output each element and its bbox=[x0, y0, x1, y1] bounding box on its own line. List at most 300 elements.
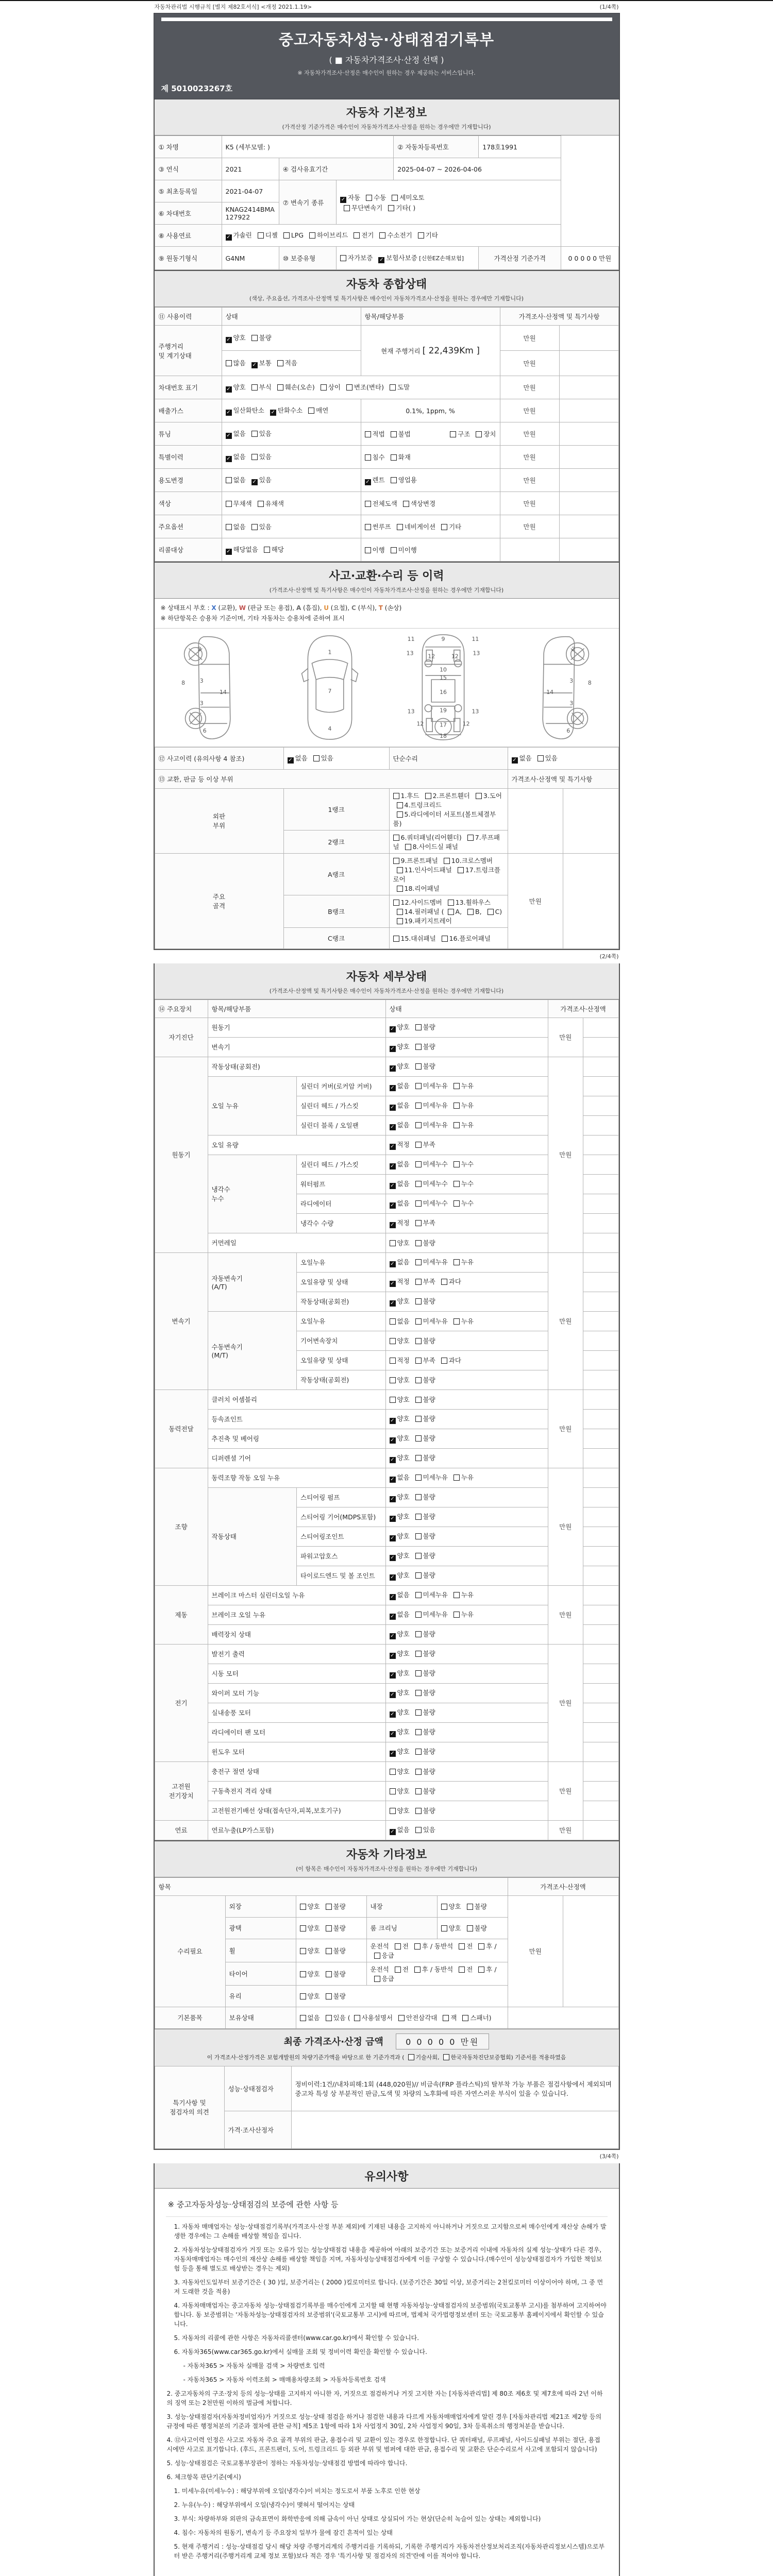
checkbox-checked[interactable]: ✓ bbox=[390, 1222, 395, 1228]
checkbox[interactable] bbox=[478, 1967, 484, 1973]
transmission-value[interactable] bbox=[337, 180, 561, 225]
checkbox-checked[interactable]: ✓ bbox=[390, 1555, 395, 1561]
item-a-state[interactable] bbox=[296, 1985, 508, 2007]
checkbox[interactable] bbox=[309, 232, 315, 239]
checkbox[interactable] bbox=[391, 454, 397, 461]
checkbox[interactable] bbox=[415, 1181, 422, 1187]
checkbox-checked[interactable]: ✓ bbox=[365, 479, 370, 485]
checkbox-checked[interactable]: ✓ bbox=[390, 1085, 395, 1091]
checkbox[interactable] bbox=[443, 2015, 449, 2021]
item-state[interactable] bbox=[385, 1076, 548, 1096]
checkbox[interactable] bbox=[441, 1358, 447, 1364]
checkbox[interactable] bbox=[251, 384, 258, 391]
checkbox[interactable] bbox=[390, 1240, 396, 1246]
checkbox[interactable] bbox=[390, 1338, 396, 1344]
item-state[interactable] bbox=[385, 1801, 548, 1820]
rank-items[interactable] bbox=[389, 895, 508, 927]
checkbox[interactable] bbox=[354, 232, 360, 239]
checkbox-checked[interactable]: ✓ bbox=[390, 1594, 395, 1600]
checkbox[interactable] bbox=[415, 1808, 422, 1814]
item-a-state[interactable] bbox=[296, 1917, 366, 1939]
checkbox-checked[interactable]: ✓ bbox=[390, 1711, 395, 1718]
checkbox[interactable] bbox=[441, 524, 447, 530]
row-item[interactable] bbox=[361, 422, 500, 446]
checkbox[interactable] bbox=[226, 501, 232, 507]
item-state[interactable] bbox=[385, 1761, 548, 1781]
row-state[interactable] bbox=[222, 376, 500, 399]
checkbox[interactable] bbox=[458, 867, 464, 873]
rank-items[interactable] bbox=[389, 830, 508, 853]
checkbox[interactable] bbox=[415, 1161, 422, 1167]
item-wide-state[interactable] bbox=[366, 1939, 508, 1962]
item-state[interactable] bbox=[385, 1292, 548, 1311]
checkbox[interactable] bbox=[405, 844, 411, 850]
checkbox[interactable] bbox=[390, 1358, 396, 1364]
checkbox-checked[interactable]: ✓ bbox=[390, 1437, 395, 1444]
checkbox[interactable] bbox=[467, 835, 474, 841]
item-wide-state[interactable] bbox=[366, 1962, 508, 1985]
checkbox[interactable] bbox=[478, 1943, 484, 1950]
checkbox[interactable] bbox=[326, 2015, 332, 2021]
checkbox[interactable] bbox=[379, 232, 385, 239]
checkbox[interactable] bbox=[415, 1397, 422, 1403]
checkbox[interactable] bbox=[476, 793, 482, 799]
checkbox[interactable] bbox=[326, 1948, 332, 1954]
item-state[interactable] bbox=[385, 1605, 548, 1624]
item-state[interactable] bbox=[385, 1174, 548, 1194]
row-state[interactable] bbox=[222, 492, 361, 515]
item-state[interactable] bbox=[385, 1546, 548, 1566]
checkbox-checked[interactable]: ✓ bbox=[390, 1457, 395, 1463]
checkbox[interactable] bbox=[390, 1769, 396, 1775]
checkbox-checked[interactable]: ✓ bbox=[390, 1065, 395, 1072]
checkbox[interactable] bbox=[425, 793, 431, 799]
item-a-state[interactable] bbox=[296, 1895, 366, 1917]
checkbox-checked[interactable]: ✓ bbox=[226, 386, 231, 392]
mileage-state-1[interactable] bbox=[222, 326, 361, 351]
checkbox[interactable] bbox=[374, 1953, 380, 1959]
checkbox[interactable] bbox=[415, 1122, 422, 1128]
checkbox-checked[interactable]: ✓ bbox=[390, 1261, 395, 1267]
checkbox[interactable] bbox=[450, 431, 456, 437]
checkbox[interactable] bbox=[453, 1103, 460, 1109]
checkbox[interactable] bbox=[415, 1690, 422, 1696]
checkbox[interactable] bbox=[344, 205, 350, 211]
checkbox[interactable] bbox=[277, 360, 283, 366]
checkbox[interactable] bbox=[459, 1943, 465, 1950]
item-state[interactable] bbox=[385, 1429, 548, 1448]
checkbox-checked[interactable]: ✓ bbox=[390, 1731, 395, 1737]
item-state[interactable] bbox=[385, 1350, 548, 1370]
checkbox[interactable] bbox=[395, 1967, 401, 1973]
checkbox[interactable] bbox=[414, 1967, 421, 1973]
checkbox[interactable] bbox=[467, 909, 474, 915]
item-state[interactable] bbox=[385, 1115, 548, 1135]
checkbox[interactable] bbox=[365, 524, 371, 530]
rank-items[interactable] bbox=[389, 788, 508, 830]
checkbox[interactable] bbox=[308, 408, 314, 414]
checkbox-checked[interactable]: ✓ bbox=[226, 549, 231, 554]
checkbox[interactable] bbox=[251, 524, 258, 530]
simple-repair-state[interactable] bbox=[508, 747, 618, 769]
checkbox[interactable] bbox=[441, 1904, 447, 1910]
checkbox[interactable] bbox=[415, 1279, 422, 1285]
item-state[interactable] bbox=[385, 1311, 548, 1331]
checkbox[interactable] bbox=[283, 232, 290, 239]
checkbox-checked[interactable]: ✓ bbox=[226, 234, 231, 240]
checkbox-checked[interactable]: ✓ bbox=[390, 1574, 395, 1581]
checkbox[interactable] bbox=[300, 2015, 306, 2021]
checkbox-checked[interactable]: ✓ bbox=[390, 1751, 395, 1757]
checkbox[interactable] bbox=[415, 1514, 422, 1520]
checkbox[interactable] bbox=[415, 1533, 422, 1539]
checkbox[interactable] bbox=[415, 1298, 422, 1304]
row-item-right[interactable] bbox=[450, 429, 496, 438]
checkbox[interactable] bbox=[415, 1220, 422, 1226]
checkbox[interactable] bbox=[392, 195, 398, 201]
checkbox[interactable] bbox=[397, 886, 403, 892]
checkbox[interactable] bbox=[448, 900, 454, 906]
checkbox[interactable] bbox=[415, 1788, 422, 1794]
checkbox[interactable] bbox=[415, 1240, 422, 1246]
checkbox[interactable] bbox=[453, 1612, 460, 1618]
checkbox[interactable] bbox=[326, 1971, 332, 1977]
item-state[interactable] bbox=[385, 1585, 548, 1605]
checkbox-checked[interactable]: ✓ bbox=[390, 1183, 395, 1189]
checkbox[interactable] bbox=[441, 1925, 447, 1931]
checkbox[interactable] bbox=[415, 1083, 422, 1089]
option-label: 불량 bbox=[423, 1337, 435, 1345]
checkbox[interactable] bbox=[448, 909, 454, 915]
checkbox[interactable] bbox=[443, 2054, 449, 2060]
checkbox[interactable] bbox=[453, 1592, 460, 1598]
row-state[interactable] bbox=[222, 446, 361, 469]
checkbox[interactable] bbox=[374, 1976, 380, 1982]
checkbox[interactable] bbox=[442, 936, 448, 942]
checkbox-checked[interactable]: ✓ bbox=[390, 1124, 395, 1130]
row-state[interactable] bbox=[222, 469, 361, 492]
accident-history-state[interactable] bbox=[283, 747, 389, 769]
checkbox-checked[interactable]: ✓ bbox=[390, 1300, 395, 1307]
item-state[interactable] bbox=[385, 1409, 548, 1429]
checkbox[interactable] bbox=[395, 1943, 401, 1950]
option-label: 양호 bbox=[397, 1023, 412, 1031]
checkbox[interactable] bbox=[393, 936, 399, 942]
checkbox[interactable] bbox=[300, 1925, 306, 1931]
checkbox[interactable] bbox=[415, 1377, 422, 1383]
checkbox-checked[interactable]: ✓ bbox=[226, 456, 231, 462]
checkbox-checked[interactable]: ✓ bbox=[390, 1046, 395, 1052]
checkbox[interactable] bbox=[415, 1769, 422, 1775]
checkbox[interactable] bbox=[453, 1122, 460, 1128]
checkbox[interactable] bbox=[444, 858, 450, 864]
checkbox[interactable] bbox=[459, 1967, 465, 1973]
checkbox[interactable] bbox=[453, 1181, 460, 1187]
checkbox-checked[interactable]: ✓ bbox=[390, 1829, 395, 1835]
item-state[interactable] bbox=[385, 1722, 548, 1742]
checkbox[interactable] bbox=[408, 2054, 414, 2060]
checkbox[interactable] bbox=[418, 232, 424, 239]
row-item[interactable] bbox=[361, 446, 500, 469]
checkbox[interactable] bbox=[415, 1651, 422, 1657]
checkbox[interactable] bbox=[415, 1318, 422, 1325]
checkbox[interactable] bbox=[453, 1318, 460, 1325]
checkbox[interactable] bbox=[388, 205, 394, 211]
checkbox[interactable] bbox=[397, 811, 403, 818]
checkbox[interactable] bbox=[226, 360, 232, 366]
checkbox[interactable] bbox=[415, 1200, 422, 1207]
item-state[interactable] bbox=[385, 1331, 548, 1350]
row-state[interactable] bbox=[222, 422, 361, 446]
checkbox[interactable] bbox=[390, 1788, 396, 1794]
rank-items[interactable] bbox=[389, 927, 508, 948]
item-state[interactable] bbox=[385, 1272, 548, 1292]
checkbox-checked[interactable]: ✓ bbox=[390, 1144, 395, 1150]
checkbox[interactable] bbox=[415, 1749, 422, 1755]
checkbox[interactable] bbox=[226, 524, 232, 530]
item-state[interactable] bbox=[385, 1370, 548, 1389]
checkbox[interactable] bbox=[398, 2015, 405, 2021]
item-state[interactable] bbox=[385, 1507, 548, 1527]
checkbox[interactable] bbox=[365, 547, 371, 553]
checkbox-checked[interactable]: ✓ bbox=[390, 1653, 395, 1659]
svg-text:12: 12 bbox=[451, 653, 459, 660]
checkbox[interactable] bbox=[397, 909, 403, 915]
checkbox[interactable] bbox=[415, 1024, 422, 1030]
checkbox[interactable] bbox=[365, 501, 371, 507]
checkbox[interactable] bbox=[537, 755, 544, 761]
item-state[interactable] bbox=[385, 1233, 548, 1252]
row-state[interactable] bbox=[222, 515, 361, 538]
checkbox[interactable] bbox=[415, 1709, 422, 1716]
checkbox[interactable] bbox=[415, 1572, 422, 1579]
checkbox[interactable] bbox=[415, 1553, 422, 1559]
checkbox[interactable] bbox=[397, 918, 403, 924]
row-item-left[interactable] bbox=[365, 429, 411, 438]
row-state[interactable] bbox=[222, 399, 361, 422]
checkbox[interactable] bbox=[415, 1612, 422, 1618]
checkbox[interactable] bbox=[300, 1948, 306, 1954]
item-state[interactable] bbox=[385, 1487, 548, 1507]
checkbox-checked[interactable]: ✓ bbox=[390, 1672, 395, 1679]
checkbox[interactable] bbox=[441, 1279, 447, 1285]
item-state[interactable] bbox=[385, 1566, 548, 1585]
checkbox[interactable] bbox=[251, 454, 258, 460]
checkbox[interactable] bbox=[393, 793, 399, 799]
fuel-value[interactable] bbox=[222, 225, 561, 247]
checkbox[interactable] bbox=[326, 1993, 332, 1999]
rank-items[interactable] bbox=[389, 853, 508, 895]
checkbox[interactable] bbox=[453, 1161, 460, 1167]
checkbox-checked[interactable]: ✓ bbox=[226, 337, 231, 343]
item-state[interactable] bbox=[385, 1664, 548, 1683]
checkbox[interactable] bbox=[391, 431, 397, 437]
checkbox[interactable] bbox=[300, 1993, 306, 1999]
checkbox[interactable] bbox=[467, 1904, 473, 1910]
row-state[interactable] bbox=[222, 538, 361, 562]
item-a-state[interactable] bbox=[296, 1939, 366, 1962]
item-state[interactable] bbox=[385, 1468, 548, 1487]
checkbox[interactable] bbox=[391, 477, 397, 483]
item-state[interactable] bbox=[385, 1155, 548, 1174]
item-state[interactable] bbox=[385, 1018, 548, 1037]
checkbox[interactable] bbox=[264, 547, 270, 553]
checkbox[interactable] bbox=[415, 1494, 422, 1500]
row-item[interactable] bbox=[361, 515, 500, 538]
item-state[interactable] bbox=[385, 1644, 548, 1664]
item-state[interactable] bbox=[385, 1096, 548, 1115]
checkbox[interactable] bbox=[415, 1063, 422, 1070]
checkbox[interactable] bbox=[476, 431, 482, 437]
checkbox[interactable] bbox=[415, 1435, 422, 1442]
checkbox[interactable] bbox=[415, 1259, 422, 1265]
item-state[interactable] bbox=[385, 1252, 548, 1272]
checkbox[interactable] bbox=[366, 195, 372, 201]
checkbox-checked[interactable]: ✓ bbox=[390, 1163, 395, 1170]
checkbox[interactable] bbox=[467, 1925, 473, 1931]
checkbox[interactable] bbox=[415, 1455, 422, 1461]
option-label: 4.트렁크리드 bbox=[404, 801, 442, 809]
checkbox[interactable] bbox=[391, 547, 397, 553]
item-state[interactable] bbox=[385, 1820, 548, 1840]
checkbox-checked[interactable]: ✓ bbox=[288, 757, 293, 763]
item-b-state[interactable] bbox=[437, 1917, 508, 1939]
item-state[interactable] bbox=[385, 1135, 548, 1155]
checkbox[interactable] bbox=[258, 501, 264, 507]
checkbox[interactable] bbox=[415, 1416, 422, 1422]
checkbox-checked[interactable]: ✓ bbox=[341, 196, 346, 202]
checkbox[interactable] bbox=[251, 335, 258, 341]
checkbox[interactable] bbox=[415, 1592, 422, 1598]
checkbox-checked[interactable]: ✓ bbox=[390, 1496, 395, 1502]
checkbox[interactable] bbox=[321, 384, 327, 391]
checkbox[interactable] bbox=[415, 1729, 422, 1735]
checkbox[interactable] bbox=[226, 477, 232, 483]
checkbox-checked[interactable]: ✓ bbox=[226, 410, 231, 415]
checkbox-checked[interactable]: ✓ bbox=[512, 757, 517, 763]
item-label: 배력장치 상태 bbox=[208, 1624, 385, 1644]
checkbox-checked[interactable]: ✓ bbox=[390, 1105, 395, 1111]
item-state[interactable] bbox=[385, 1781, 548, 1801]
checkbox[interactable] bbox=[415, 1103, 422, 1109]
checkbox[interactable] bbox=[354, 2015, 360, 2021]
remark-cell bbox=[559, 399, 618, 422]
checkbox[interactable] bbox=[462, 2015, 468, 2021]
checkbox[interactable] bbox=[415, 1670, 422, 1676]
item-state[interactable] bbox=[385, 1624, 548, 1644]
checkbox[interactable] bbox=[393, 835, 399, 841]
item-a-state[interactable] bbox=[296, 1962, 366, 1985]
checkbox[interactable] bbox=[453, 1475, 460, 1481]
checkbox-checked[interactable]: ✓ bbox=[390, 1202, 395, 1209]
checkbox[interactable] bbox=[453, 1200, 460, 1207]
checkbox[interactable] bbox=[415, 1631, 422, 1637]
item-state[interactable] bbox=[385, 1448, 548, 1468]
checkbox-checked[interactable]: ✓ bbox=[390, 1633, 395, 1639]
checkbox-checked[interactable]: ✓ bbox=[390, 1614, 395, 1620]
checkbox[interactable] bbox=[453, 1083, 460, 1089]
checkbox-checked[interactable]: ✓ bbox=[390, 1026, 395, 1032]
checkbox[interactable] bbox=[397, 802, 403, 808]
checkbox[interactable] bbox=[393, 858, 399, 864]
checkbox[interactable] bbox=[300, 1971, 306, 1977]
item-state[interactable] bbox=[385, 1213, 548, 1233]
checkbox-checked[interactable]: ✓ bbox=[252, 479, 257, 485]
checkbox[interactable] bbox=[326, 1904, 332, 1910]
checkbox[interactable] bbox=[365, 454, 371, 461]
notice-item: 3. 부식: 차량하부와 외판의 금속표면이 화학반응에 의해 금속이 아닌 상태로 상실되어 가는 현상(단순히 녹슬어 있는 상태는 제외합니다) bbox=[174, 2515, 541, 2523]
svg-text:12: 12 bbox=[462, 720, 470, 727]
row-label: 튜닝 bbox=[155, 422, 222, 446]
checkbox-checked[interactable]: ✓ bbox=[390, 1535, 395, 1541]
item-state[interactable] bbox=[385, 1389, 548, 1409]
checkbox-checked[interactable]: ✓ bbox=[379, 257, 384, 263]
row-item[interactable] bbox=[361, 538, 500, 562]
checkbox[interactable] bbox=[277, 384, 283, 391]
hold-state-value[interactable] bbox=[296, 2007, 508, 2028]
checkbox[interactable] bbox=[258, 232, 264, 239]
checkbox[interactable] bbox=[390, 384, 396, 391]
item-b-state[interactable] bbox=[437, 1895, 508, 1917]
checkbox[interactable] bbox=[397, 524, 403, 530]
checkbox[interactable] bbox=[415, 1142, 422, 1148]
checkbox-checked[interactable]: ✓ bbox=[252, 362, 257, 368]
mileage-state-2[interactable] bbox=[222, 351, 361, 376]
checkbox[interactable] bbox=[300, 1904, 306, 1910]
checkbox[interactable] bbox=[397, 867, 403, 873]
item-state[interactable] bbox=[385, 1527, 548, 1546]
row-item[interactable] bbox=[361, 469, 500, 492]
checkbox-checked[interactable]: ✓ bbox=[390, 1477, 395, 1483]
checkbox[interactable] bbox=[415, 1827, 422, 1833]
item-state[interactable] bbox=[385, 1037, 548, 1057]
checkbox[interactable] bbox=[393, 900, 399, 906]
checkbox-checked[interactable]: ✓ bbox=[390, 1418, 395, 1424]
checkbox[interactable] bbox=[403, 501, 409, 507]
repair-group-label: 수리필요 bbox=[155, 1895, 225, 2007]
checkbox[interactable] bbox=[415, 1338, 422, 1344]
checkbox[interactable] bbox=[415, 1044, 422, 1050]
checkbox[interactable] bbox=[346, 384, 352, 391]
checkbox[interactable] bbox=[313, 755, 320, 761]
checkbox-checked[interactable]: ✓ bbox=[390, 1281, 395, 1287]
checkbox[interactable] bbox=[390, 1397, 396, 1403]
checkbox-checked[interactable]: ✓ bbox=[226, 433, 231, 438]
checkbox[interactable] bbox=[453, 1259, 460, 1265]
item-state[interactable] bbox=[385, 1683, 548, 1703]
item-state[interactable] bbox=[385, 1057, 548, 1076]
checkbox[interactable] bbox=[251, 431, 258, 437]
warranty-value[interactable] bbox=[337, 247, 479, 270]
checkbox[interactable] bbox=[390, 1318, 396, 1325]
checkbox-checked[interactable]: ✓ bbox=[390, 1516, 395, 1522]
checkbox[interactable] bbox=[414, 1943, 421, 1950]
checkbox[interactable] bbox=[326, 1925, 332, 1931]
row-item[interactable] bbox=[361, 492, 500, 515]
checkbox[interactable] bbox=[415, 1475, 422, 1481]
item-state[interactable] bbox=[385, 1742, 548, 1761]
checkbox-checked[interactable]: ✓ bbox=[271, 410, 276, 415]
checkbox[interactable] bbox=[365, 431, 371, 437]
checkbox[interactable] bbox=[390, 1808, 396, 1814]
checkbox-checked[interactable]: ✓ bbox=[390, 1692, 395, 1698]
checkbox[interactable] bbox=[488, 909, 494, 915]
checkbox[interactable] bbox=[340, 255, 346, 261]
checkbox[interactable] bbox=[415, 1358, 422, 1364]
checkbox[interactable] bbox=[390, 1377, 396, 1383]
item-state[interactable] bbox=[385, 1703, 548, 1722]
item-state[interactable] bbox=[385, 1194, 548, 1213]
